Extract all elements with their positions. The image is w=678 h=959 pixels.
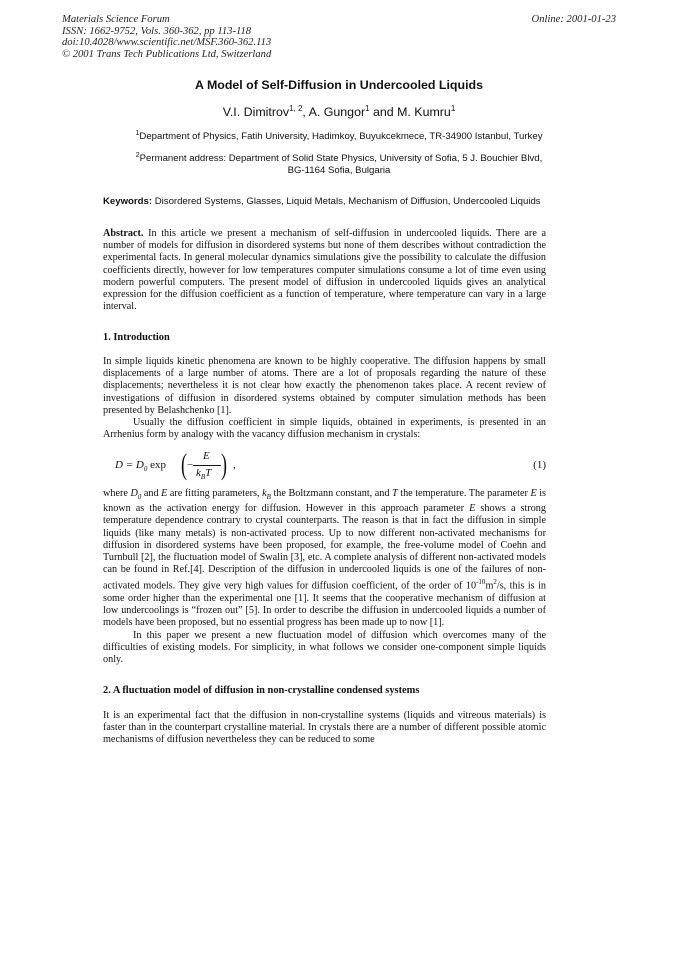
author-1-affiliation: 1, 2 — [289, 104, 303, 113]
intro-paragraph-3: where $D_0$ and E are fitting parameters, $k_B$ the Boltzmann constant, and T the temperature. The parameter E is known as the activation energy for diffusion. However in this approach parameter E shows a strong temperature dependence contrary to crystal counterparts. The reason is that in fact the diffusion in simple liquids (like many metals) is non-activated process. Up to now different non-activated mechanisms for diffusion in disordered systems have been proposed, for example, the free-volume model of Coehn and Turnbull [2], the fluctuation model of Swalin [3], etc. A complete analysis of different non-activated models can be found in Ref.[4]. Description of the diffusion in undercooled liquids is one of the failures of non-activated models. They give very high values for diffusion coefficient, of the order of $10^{-10}m^2/s$, this is in some order higher than the experimental one [1]. It seems that the cooperative mechanism of diffusion at low undercoolings is “frozen out” [5]. In order to describe the diffusion in undercooled liquids a number of models have been proposed, but no essential progress has been made up to now [1]. — [103, 488, 547, 629]
keywords — [103, 196, 583, 208]
equation-lhs: $D = D_0$ exp — [115, 459, 166, 474]
affiliation-2-marker: 2 — [135, 152, 140, 159]
issn-line: ISSN: 1662-9752, Vols. 360-362, pp 113-118 — [62, 25, 252, 37]
affiliation-1-marker: 1 — [135, 130, 140, 137]
intro-paragraph-1: In simple liquids kinetic phenomena are known to be highly cooperative. The diffusion happens by small displacements of a large number of atoms. There are a lot of proposals regarding the nature of these displacements; nevertheless it is not clear how exactly the phenomenon takes place. A recent review of investigations of diffusion in disordered systems obtained by computer simulation methods has been presented by Belashchenko [1]. — [103, 356, 546, 416]
journal-header — [62, 14, 271, 60]
online-date: Online: 2001-01-23 — [531, 14, 616, 25]
copyright-line: © 2001 Trans Tech Publications Ltd, Switzerland — [62, 48, 272, 60]
author-3-affiliation: 1 — [450, 104, 456, 113]
intro-paragraph-2: Usually the diffusion coefficient in simple liquids, obtained in experiments, is presented in an Arrhenius form by analogy with the vacancy diffusion mechanism in crystals: — [103, 417, 546, 441]
section-2-paragraph-1: It is an experimental fact that the diffusion in non-crystalline systems (liquids and vitreous materials) is faster than in the counterpart crystalline material. In crystals there are a number of different possible atomic mechanisms of diffusion nevertheless they can be reduced to some — [103, 710, 546, 746]
author-2-affiliation: 1 — [365, 104, 370, 113]
author-list — [0, 104, 678, 119]
right-paren: ) — [221, 448, 227, 481]
paper-title: A Model of Self-Diffusion in Undercooled Liquids — [195, 78, 483, 92]
fraction-numerator: E — [203, 450, 210, 462]
section-1-body-continued — [103, 488, 546, 666]
author-3: and M. Kumru — [369, 105, 451, 120]
affiliation-1-text: Department of Physics, Fatih University, Hadimkoy, Buyukcekmece, TR-34900 Istanbul, Turkey — [139, 131, 543, 143]
section-2-body — [103, 710, 546, 747]
equation-comma: , — [233, 459, 236, 471]
intro-paragraph-4: In this paper we present a new fluctuation model of diffusion which overcomes many of the difficulties of existing models. For simplicity, in what follows we consider one-component simple liquids only. — [103, 629, 546, 666]
section-1-heading: 1. Introduction — [103, 332, 170, 343]
journal-name: Materials Science Forum — [62, 14, 170, 25]
keywords-label: Keywords: — [103, 196, 153, 207]
equation-number: (1) — [533, 459, 546, 471]
affiliation-2-line-2: BG-1164 Sofia, Bulgaria — [287, 165, 391, 177]
section-2-heading: 2. A fluctuation model of diffusion in non-crystalline condensed systems — [103, 685, 420, 696]
equation-fraction — [183, 450, 243, 484]
section-1-body — [103, 356, 546, 441]
author-1: V.I. Dimitrov — [222, 105, 290, 120]
abstract-text: In this article we present a mechanism of self-diffusion in undercooled liquids. There are a number of models for diffusion in disordered systems but none of them describes without contradiction the experimental facts. In general molecular dynamics simulations give the possibility to calculate the diffusion coefficients directly, however for low temperatures computer simulations consume a lot of time even using modern powerful computers. The present model of diffusion in undercooled liquids gives an analytical expression for the diffusion coefficient as a function of temperature, where temperature can vary in a large interval. — [103, 228, 546, 313]
fraction-bar — [193, 465, 221, 466]
keywords-text: Disordered Systems, Glasses, Liquid Metals, Mechanism of Diffusion, Undercooled Liquids — [152, 196, 541, 207]
fraction-denominator: $k_BT$ — [196, 467, 212, 482]
left-paren: ( — [181, 448, 187, 481]
minus-sign: − — [187, 459, 194, 471]
affiliation-2-line-1: Permanent address: Department of Solid State Physics, University of Sofia, 5 J. Bouchier Blvd, — [139, 153, 543, 165]
doi-line: doi:10.4028/www.scientific.net/MSF.360-362.113 — [62, 37, 272, 49]
affiliation-2 — [80, 150, 598, 177]
author-2: , A. Gungor — [302, 105, 366, 120]
equation-1 — [115, 450, 546, 484]
affiliation-1 — [80, 128, 598, 143]
abstract-label: Abstract. — [103, 228, 144, 239]
abstract — [103, 228, 546, 313]
